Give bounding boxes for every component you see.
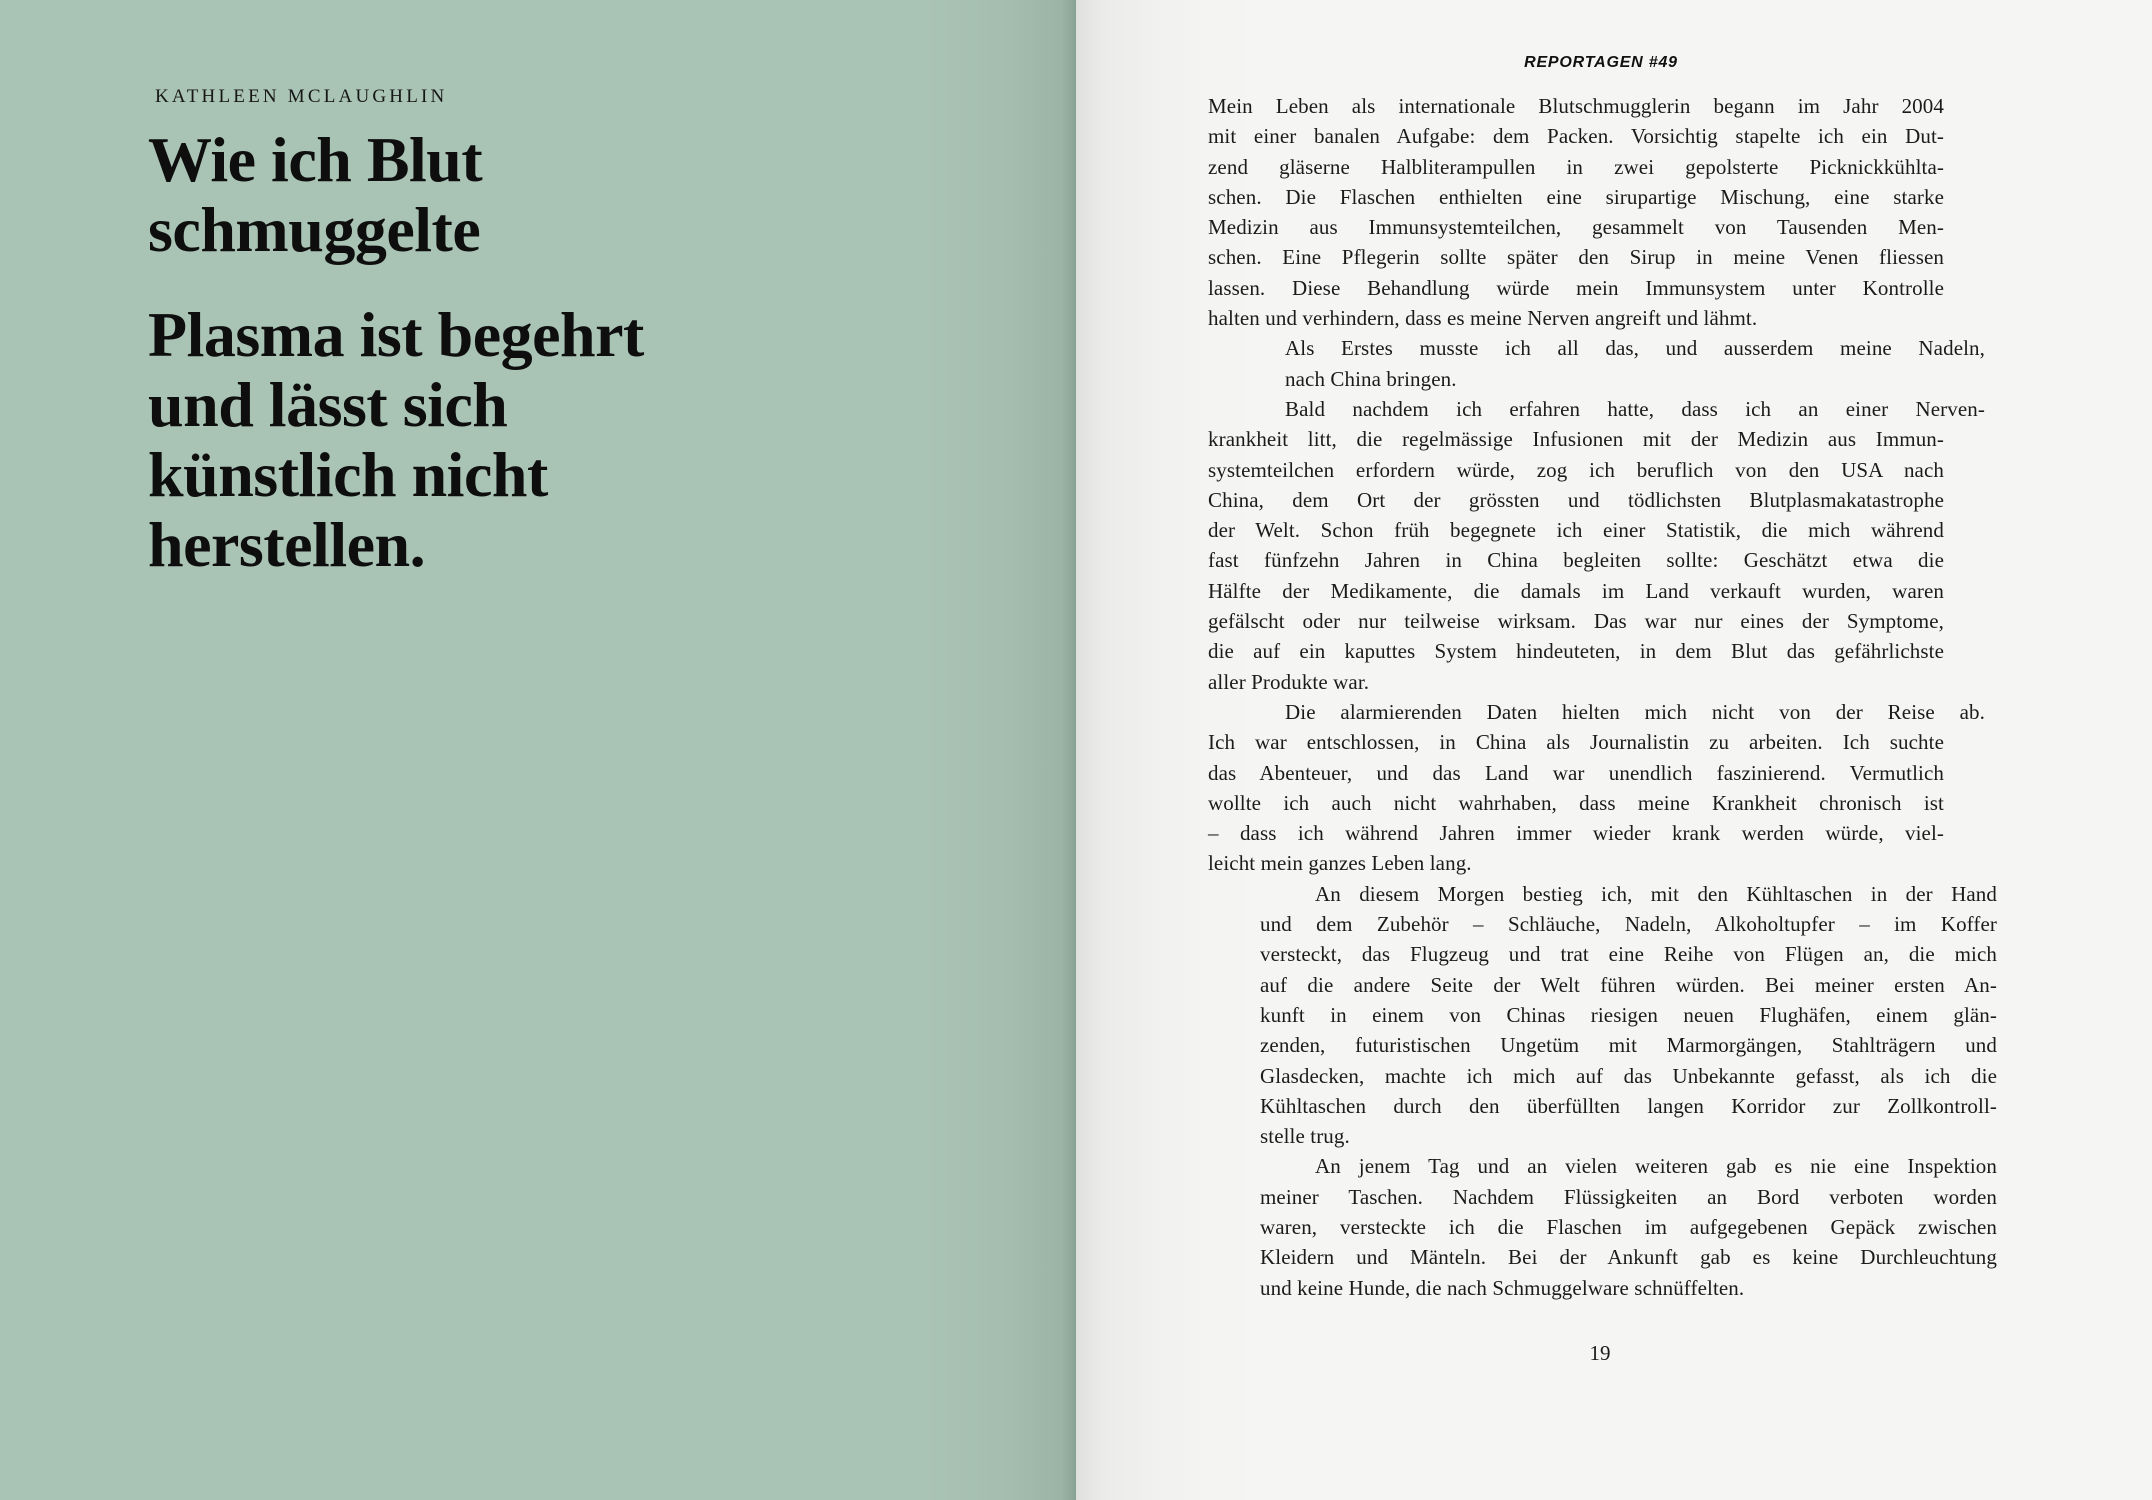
body-line: waren, versteckte ich die Flaschen im aufgegebenen Gepäck zwischen: [1260, 1214, 1997, 1239]
body-line: zenden, futuristischen Ungetüm mit Marmorgängen, Stahlträgern und: [1260, 1033, 1997, 1058]
body-line: leicht mein ganzes Leben lang.: [1208, 851, 1472, 876]
title-line: Wie ich Blut: [148, 124, 483, 195]
body-line: zend gläserne Halbliterampullen in zwei gepolsterte Picknickkühlta-: [1208, 154, 1944, 179]
body-line: Medizin aus Immunsystemteilchen, gesammelt von Tausenden Men-: [1208, 215, 1944, 240]
body-line: das Abenteuer, und das Land war unendlich faszinierend. Vermutlich: [1208, 760, 1944, 785]
body-line: krankheit litt, die regelmässige Infusionen mit der Medizin aus Immun-: [1208, 427, 1944, 452]
body-line: An diesem Morgen bestieg ich, mit den Kühltaschen in der Hand: [1315, 881, 1997, 906]
body-line: Bald nachdem ich erfahren hatte, dass ich an einer Nerven-: [1285, 396, 1985, 421]
body-line: systemteilchen erfordern würde, zog ich beruflich von den USA nach: [1208, 457, 1944, 482]
article-subtitle: [148, 300, 644, 580]
subtitle-line: Plasma ist begehrt: [148, 299, 644, 370]
running-head: REPORTAGEN #49: [1524, 54, 1678, 71]
body-line: Die alarmierenden Daten hielten mich nicht von der Reise ab.: [1285, 699, 1985, 724]
subtitle-line: herstellen.: [148, 509, 426, 580]
body-line: mit einer banalen Aufgabe: dem Packen. Vorsichtig stapelte ich ein Dut-: [1208, 124, 1944, 149]
right-page: [1076, 0, 2152, 1500]
body-line: Ich war entschlossen, in China als Journalistin zu arbeiten. Ich suchte: [1208, 730, 1944, 755]
body-line: schen. Die Flaschen enthielten eine sirupartige Mischung, eine starke: [1208, 184, 1944, 209]
body-line: Kleidern und Mänteln. Bei der Ankunft gab es keine Durchleuchtung: [1260, 1245, 1997, 1270]
body-line: lassen. Diese Behandlung würde mein Immunsystem unter Kontrolle: [1208, 275, 1944, 300]
body-line: Glasdecken, machte ich mich auf das Unbekannte gefasst, als ich die: [1260, 1063, 1997, 1088]
article-title: [148, 125, 482, 265]
body-line: Hälfte der Medikamente, die damals im Land verkauft wurden, waren: [1208, 578, 1944, 603]
body-line: nach China bringen.: [1285, 366, 1457, 391]
body-line: China, dem Ort der grössten und tödlichsten Blutplasmakatastrophe: [1208, 487, 1944, 512]
paragraph: [1208, 333, 1985, 394]
body-line: – dass ich während Jahren immer wieder krank werden würde, viel-: [1208, 821, 1944, 846]
body-line: und dem Zubehör – Schläuche, Nadeln, Alkoholtupfer – im Koffer: [1260, 912, 1997, 937]
body-line: gefälscht oder nur teilweise wirksam. Das war nur eines der Symptome,: [1208, 609, 1944, 634]
body-line: aller Produkte war.: [1208, 669, 1370, 694]
body-line: An jenem Tag und an vielen weiteren gab es nie eine Inspektion: [1315, 1154, 1997, 1179]
subtitle-line: und lässt sich: [148, 369, 508, 440]
body-line: stelle trug.: [1260, 1124, 1350, 1149]
body-text-column: [1208, 91, 1997, 1303]
paragraph: [1260, 1151, 1997, 1302]
body-line: die auf ein kaputtes System hindeuteten, in dem Blut das gefährlichste: [1208, 639, 1944, 664]
body-line: Als Erstes musste ich all das, und ausserdem meine Nadeln,: [1285, 336, 1985, 361]
subtitle-line: künstlich nicht: [148, 439, 548, 510]
paragraph: [1208, 697, 1985, 879]
body-line: schen. Eine Pflegerin sollte später den Sirup in meine Venen fliessen: [1208, 245, 1944, 270]
body-line: halten und verhindern, dass es meine Nerven angreift und lähmt.: [1208, 306, 1758, 331]
body-line: der Welt. Schon früh begegnete ich einer Statistik, die mich während: [1208, 518, 1944, 543]
author-name: KATHLEEN MCLAUGHLIN: [155, 86, 448, 107]
paragraph: [1208, 91, 1944, 333]
title-line: schmuggelte: [148, 194, 481, 265]
body-line: versteckt, das Flugzeug und trat eine Reihe von Flügen an, die mich: [1260, 942, 1997, 967]
body-line: Mein Leben als internationale Blutschmugglerin begann im Jahr 2004: [1208, 94, 1944, 118]
body-line: meiner Taschen. Nachdem Flüssigkeiten an Bord verboten worden: [1260, 1184, 1997, 1209]
body-line: fast fünfzehn Jahren in China begleiten sollte: Geschätzt etwa die: [1208, 548, 1944, 573]
page-number: 19: [1589, 1341, 1611, 1365]
paragraph: [1260, 879, 1997, 1152]
body-line: auf die andere Seite der Welt führen würden. Bei meiner ersten An-: [1260, 972, 1997, 997]
body-line: wollte ich auch nicht wahrhaben, dass meine Krankheit chronisch ist: [1208, 790, 1944, 815]
body-line: kunft in einem von Chinas riesigen neuen Flughäfen, einem glän-: [1260, 1002, 1997, 1027]
paragraph: [1208, 394, 1985, 697]
body-line: Kühltaschen durch den überfüllten langen Korridor zur Zollkontroll-: [1260, 1093, 1997, 1118]
body-line: und keine Hunde, die nach Schmuggelware schnüffelten.: [1260, 1275, 1745, 1300]
